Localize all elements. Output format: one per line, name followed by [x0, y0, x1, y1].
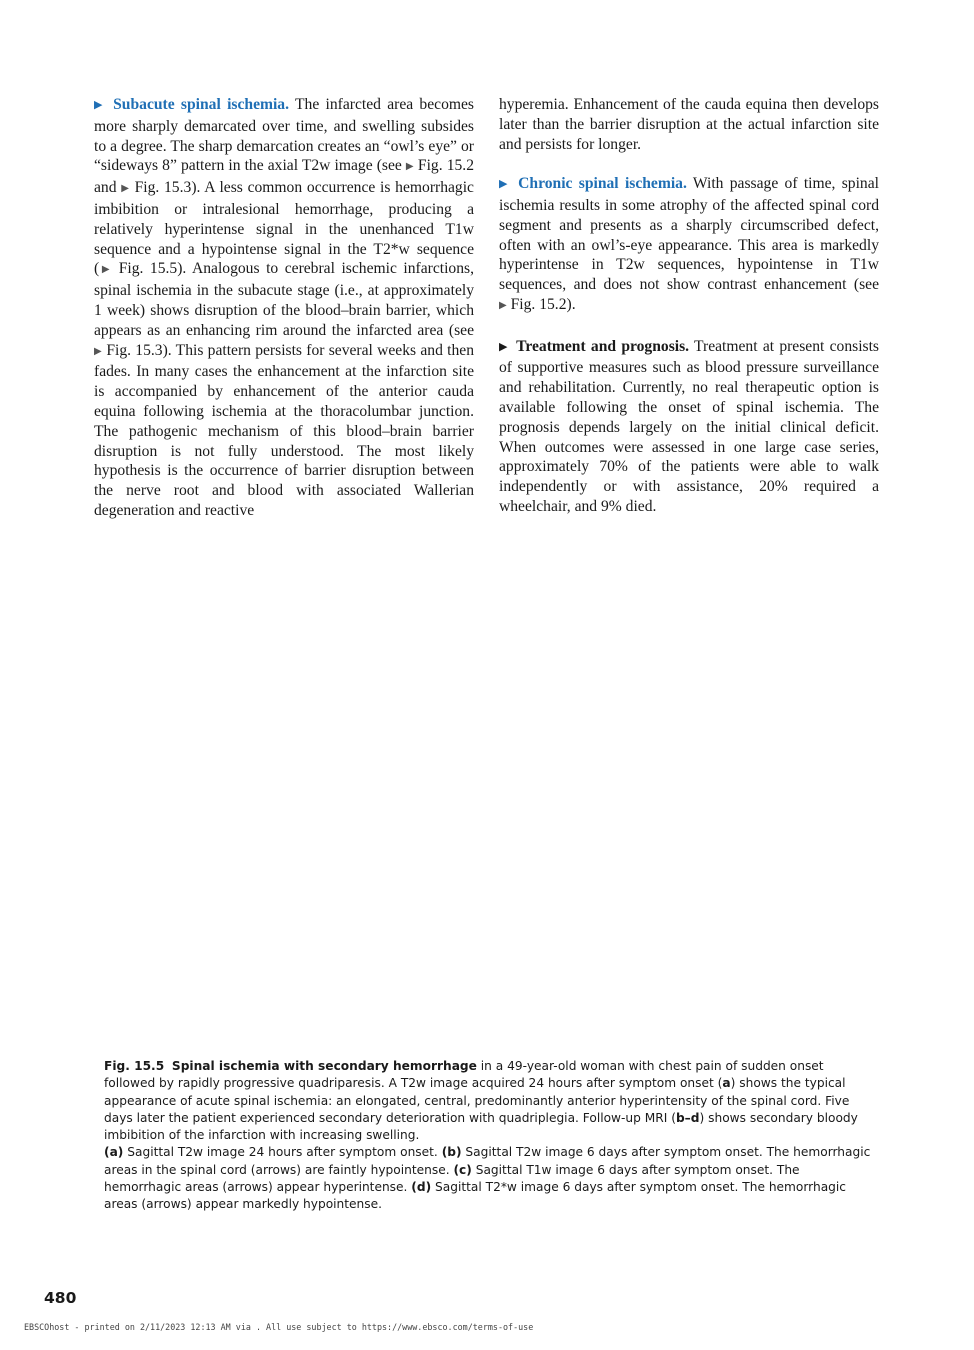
- figure-caption: [104, 1058, 872, 1214]
- body-text: and: [94, 179, 122, 197]
- caption-panels: [104, 1144, 872, 1213]
- body-text: ). Analogous to cerebral ischemic infarctions, spinal ischemia in the subacute stage (i.e., at approximately 1 week) shows disruption of the blood–brain barrier, which appears as an enhancing rim around the infarcted area (see: [94, 260, 474, 339]
- reference-arrow-icon: ▶: [405, 161, 414, 173]
- reference-arrow-icon: ▶: [499, 299, 507, 311]
- body-text: ).: [566, 295, 576, 313]
- panel-label: (a): [104, 1145, 124, 1160]
- reference-arrow-icon: ▶: [94, 345, 103, 357]
- reference-arrow-icon: ▶: [99, 264, 113, 276]
- print-footer: EBSCOhost - printed on 2/11/2023 12:13 AM via . All use subject to https://www.ebsco.com/terms-of-use: [24, 1322, 534, 1332]
- subacute-heading: Subacute spinal ischemia.: [113, 96, 290, 113]
- caption-text: ) shows the typical appearance of acute spinal ischemia: an elongated, central, predominantly anterior hyperintensity of the spinal cord. Five days later the patient experienced secondary deterioration with quadriplegia. Follow-up MRI (: [104, 1076, 850, 1125]
- continuation-paragraph: hyperemia. Enhancement of the cauda equina then develops later than the barrier disruption at the actual infarction site and persists for longer.: [499, 96, 879, 153]
- panel-label: (d): [411, 1180, 432, 1195]
- treatment-heading: Treatment and prognosis.: [516, 337, 690, 355]
- panel-ref: b–d: [675, 1110, 700, 1125]
- panel-text: Sagittal T1w image 6 days after symptom onset. The hemorrhagic areas (arrows) appear hyperintense.: [104, 1162, 800, 1195]
- treatment-paragraph: [499, 337, 879, 517]
- reference-arrow-icon: ▶: [121, 183, 130, 195]
- panel-text: Sagittal T2w image 6 days after symptom onset. The hemorrhagic areas in the spinal cord (arrows) are faintly hypointense.: [104, 1145, 871, 1177]
- body-text: ). This pattern persists for several weeks and then fades. In many cases the enhancement at the infarction site is accompanied by enhancement of the anterior cauda equina following ischemia at the thoracolumbar junction. The pathogenic mechanism of this blood–brain barrier disruption is not fully understood. The most likely hypothesis is the occurrence of barrier disruption between the nerve root and blood with associated Wallerian degeneration and reactive: [94, 341, 474, 519]
- figure-reference[interactable]: Fig. 15.3: [106, 341, 163, 359]
- body-text: Treatment at present consists of supportive measures such as blood pressure surveillance and rehabilitation. Currently, no real therapeutic option is available following the onset of spinal ischemia. The prognosis depends largely on the initial clinical deficit. When outcomes were assessed in one large case series, approximately 70% of the patients were able to walk independently or with assistance, 20% required a wheelchair, and 9% died.: [499, 337, 879, 515]
- triangle-bullet-icon: ▶: [499, 340, 509, 353]
- chronic-paragraph: [499, 174, 879, 317]
- body-text: With passage of time, spinal ischemia results in some atrophy of the affected spinal cord segment and presents as a sharply circumscribed defect, often with an owl’s-eye appearance. This area is markedly hyperintense in T2w sequences, hypointense in T1w sequences, and does not show contrast enhancement (see: [499, 175, 879, 294]
- caption-main: [104, 1058, 872, 1144]
- caption-text: in a 49-year-old woman with chest pain of sudden onset followed by rapidly progressive quadriparesis. A T2w image acquired 24 hours after symptom onset (: [104, 1059, 824, 1091]
- panel-ref: a: [722, 1076, 731, 1091]
- triangle-bullet-icon: ▶: [94, 99, 105, 111]
- figure-reference[interactable]: Fig. 15.2: [510, 295, 567, 313]
- body-text: The infarcted area becomes more sharply demarcated over time, and swelling subsides to a degree. The sharp demarcation creates an “owl’s eye” or “sideways 8” pattern in the axial T2w image (see: [94, 96, 474, 175]
- subacute-paragraph: [94, 95, 474, 521]
- body-text: ). A less common occurrence is hemorrhagic imbibition or intralesional hemorrhage, producing a relatively hyperintense signal in the unenhanced T1w sequence and a hypointense signal in the T2*w sequence (: [94, 179, 474, 278]
- chronic-heading: Chronic spinal ischemia.: [518, 175, 687, 193]
- panel-label: (c): [453, 1162, 472, 1177]
- right-column: [499, 95, 879, 517]
- figure-reference[interactable]: Fig. 15.5: [118, 260, 178, 278]
- figure-reference[interactable]: Fig. 15.2: [417, 157, 474, 175]
- caption-text: ) shows secondary bloody imbibition of the infarction with increasing swelling.: [104, 1110, 858, 1143]
- figure-reference[interactable]: Fig. 15.3: [134, 179, 192, 197]
- figure-title: Spinal ischemia with secondary hemorrhage: [171, 1059, 477, 1073]
- triangle-bullet-icon: ▶: [499, 178, 510, 191]
- left-column: [94, 95, 474, 521]
- figure-label: Fig. 15.5: [104, 1059, 165, 1073]
- panel-text: Sagittal T2w image 24 hours after symptom onset.: [123, 1145, 442, 1160]
- page-number: 480: [44, 1289, 77, 1307]
- panel-label: (b): [441, 1145, 462, 1160]
- panel-text: Sagittal T2*w image 6 days after symptom onset. The hemorrhagic areas (arrows) appear markedly hypointense.: [104, 1180, 846, 1212]
